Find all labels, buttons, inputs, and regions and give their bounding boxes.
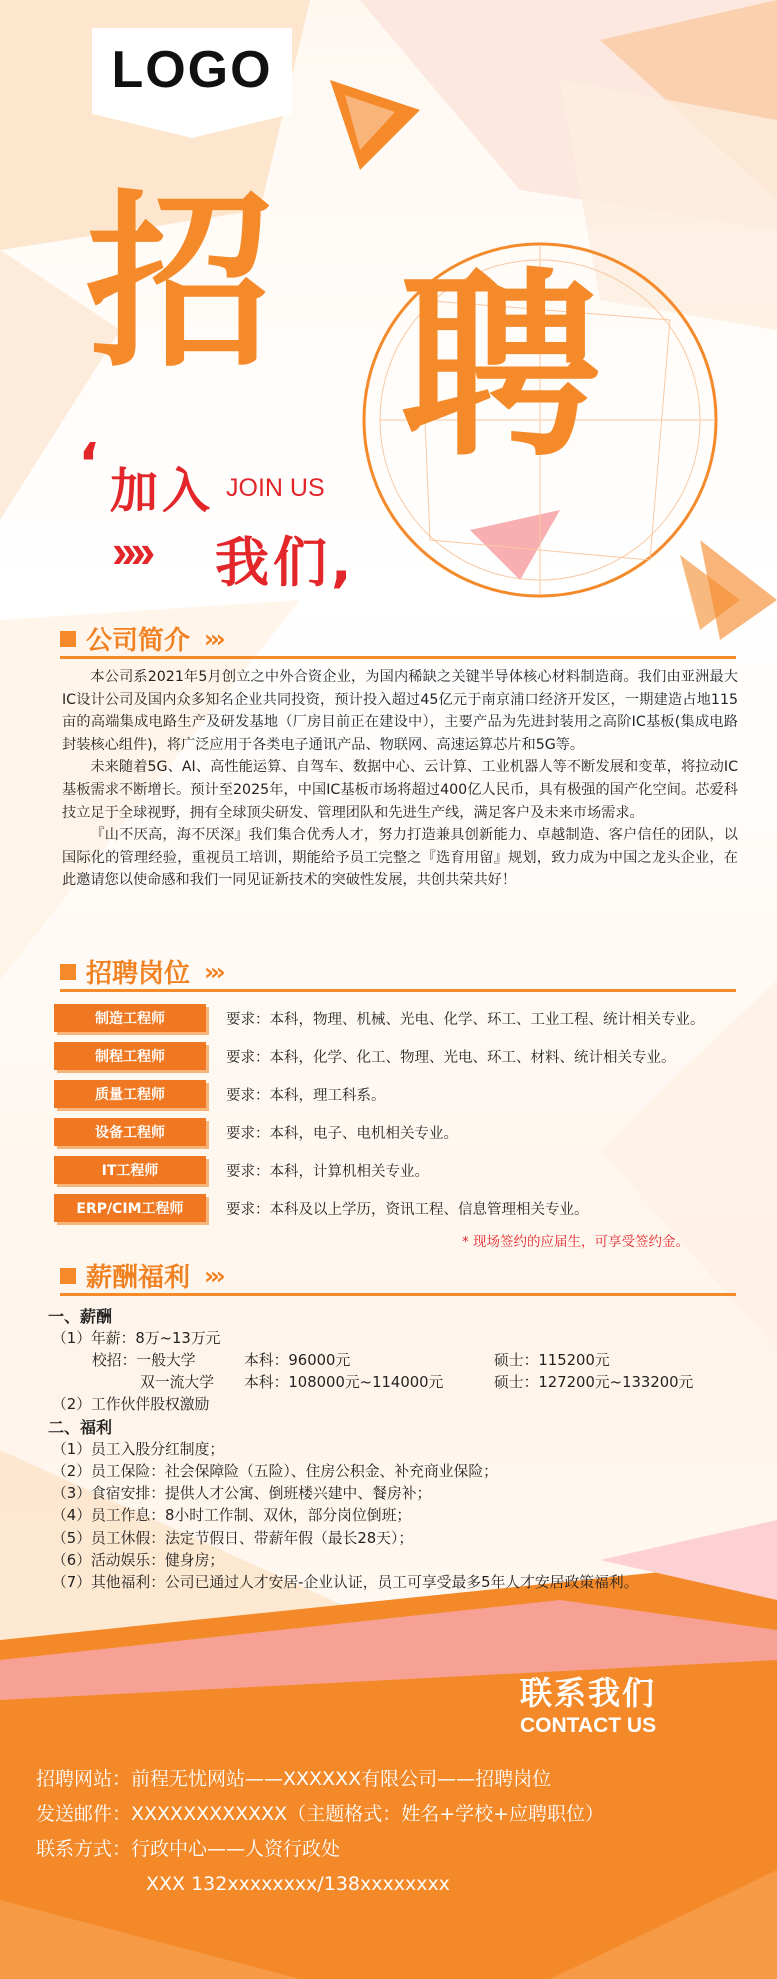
job-tag: 设备工程师 [54,1118,206,1146]
equity-incentive: （2）工作伙伴股权激励 [52,1396,210,1414]
logo: LOGO [111,41,273,99]
benefits-heading-salary: 一、薪酬 [48,1307,113,1326]
section-title-benefits [60,1257,222,1294]
square-bullet-icon [60,964,76,980]
salary-bachelor: 本科：96000元 [244,1352,351,1370]
quote-mark: ‘ [78,432,100,497]
job-row [54,1004,705,1032]
chevrons-icon: ››› [204,1261,222,1290]
job-tag: 质量工程师 [54,1080,206,1108]
welfare-item: （3）食宿安排：提供人才公寓、倒班楼兴建中、餐房补； [52,1485,432,1503]
job-requirement: 要求：本科，物理、机械、光电、化学、环工、工业工程、统计相关专业。 [226,1011,705,1028]
salary-master: 硕士：127200元~133200元 [494,1374,694,1392]
section-title-intro [60,620,222,657]
welfare-item: （1）员工入股分红制度； [52,1440,225,1458]
chevrons-icon: ››› [204,957,222,986]
salary-school-type: 双一流大学 [140,1374,214,1392]
join-en: JOIN US [226,474,325,502]
job-row [54,1156,429,1184]
salary-row-general [48,1350,748,1372]
job-row [54,1080,386,1108]
contact-website: 招聘网站：前程无忧网站——XXXXXX有限公司——招聘岗位 [36,1768,552,1790]
salary-master: 硕士：115200元 [494,1352,610,1370]
job-requirement: 要求：本科，计算机相关专业。 [226,1163,429,1180]
title-char-pin: 聘 [400,251,601,484]
job-requirement: 要求：本科，理工科系。 [226,1087,386,1104]
section-title-text: 招聘岗位 [86,959,191,989]
welfare-item: （4）员工作息：8小时工作制、双休，部分岗位倒班； [52,1507,412,1525]
job-tag: IT工程师 [54,1156,206,1184]
welfare-item: （7）其他福利：公司已通过人才安居-企业认证，员工可享受最多5年人才安居政策福利。 [52,1574,639,1592]
signing-bonus-note: * 现场签约的应届生，可享受签约金。 [462,1234,690,1250]
intro-paragraph: 未来随着5G、AI、高性能运算、自驾车、数据中心、云计算、工业机器人等不断发展和变革，将拉动IC基板需求不断增长。预计至2025年，中国IC基板市场将超过400亿人民币，具有极强的国产化空间。芯爱科技立足于全球视野，拥有全球顶尖研发、管理团队和先进生产线，满足客户及未来市场需求。 [62,759,738,821]
square-bullet-icon [60,1268,76,1284]
chevrons-icon: ››› [204,624,222,653]
section-title-jobs [60,953,222,990]
welfare-item: （2）员工保险：社会保障险（五险）、住房公积金、补充商业保险； [52,1463,498,1481]
contact-info [36,1762,756,1902]
salary-school-type: 校招：一般大学 [92,1352,196,1370]
contact-phone: XXX 132xxxxxxxx/138xxxxxxxx [146,1873,450,1895]
square-bullet-icon [60,631,76,647]
section-title-text: 公司简介 [86,626,191,656]
section-divider [60,1293,736,1296]
contact-title-en: CONTACT US [520,1714,657,1737]
job-tag: 制程工程师 [54,1042,206,1070]
intro-paragraph: 『山不厌高，海不厌深』我们集合优秀人才，努力打造兼具创新能力、卓越制造、客户信任的团队，以国际化的管理经验，重视员工培训，期能给予员工完整之『选育用留』规划，致力成为中国之龙头企业，在此邀请您以使命感和我们一同见证新技术的突破性发展，共创共荣共好！ [62,827,738,889]
chevrons-icon: ›››› [112,525,150,577]
benefits-heading-welfare: 二、福利 [48,1417,113,1437]
job-row [54,1042,676,1070]
intro-paragraph: 本公司系2021年5月创立之中外合资企业，为国内稀缺之关键半导体核心材料制造商。我们由亚洲最大IC设计公司及国内众多知名企业共同投资，预计投入超过45亿元于南京浦口经济开发区，一期建造占地115亩的高端集成电路生产及研发基地（厂房目前正在建设中），主要产品为先进封装用之高阶IC基板(集成电路封装核心组件)，将广泛应用于各类电子通讯产品、物联网、高速运算芯片和5G等。 [62,669,738,753]
job-tag: 制造工程师 [54,1004,206,1032]
salary-range: （1）年薪：8万~13万元 [52,1330,221,1348]
welfare-item: （6）活动娱乐：健身房； [52,1551,225,1569]
salary-bachelor: 本科：108000元~114000元 [244,1374,444,1392]
job-requirement: 要求：本科及以上学历，资讯工程、信息管理相关专业。 [226,1201,589,1218]
welfare-item: （5）员工休假：法定节假日、带薪年假（最长28天）； [52,1529,414,1547]
salary-row-top [48,1372,748,1394]
contact-method: 联系方式：行政中心——人资行政处 [36,1838,341,1860]
section-divider [60,656,736,659]
job-requirement: 要求：本科，电子、电机相关专业。 [226,1125,458,1142]
job-requirement: 要求：本科，化学、化工、物理、光电、环工、材料、统计相关专业。 [226,1049,676,1066]
intro-text [62,666,738,892]
contact-email: 发送邮件：XXXXXXXXXXXX（主题格式：姓名+学校+应聘职位） [36,1803,605,1825]
job-row [54,1194,589,1222]
section-divider [60,989,736,992]
title-char-zhao: 招 [86,174,274,393]
job-tag: ERP/CIM工程师 [54,1194,206,1222]
join-cn: 加入 [110,463,215,519]
join-cn2: 我们, [215,531,356,594]
section-title-text: 薪酬福利 [86,1263,191,1293]
contact-title: 联系我们 [520,1674,657,1712]
benefits-text [48,1306,748,1594]
job-row [54,1118,458,1146]
